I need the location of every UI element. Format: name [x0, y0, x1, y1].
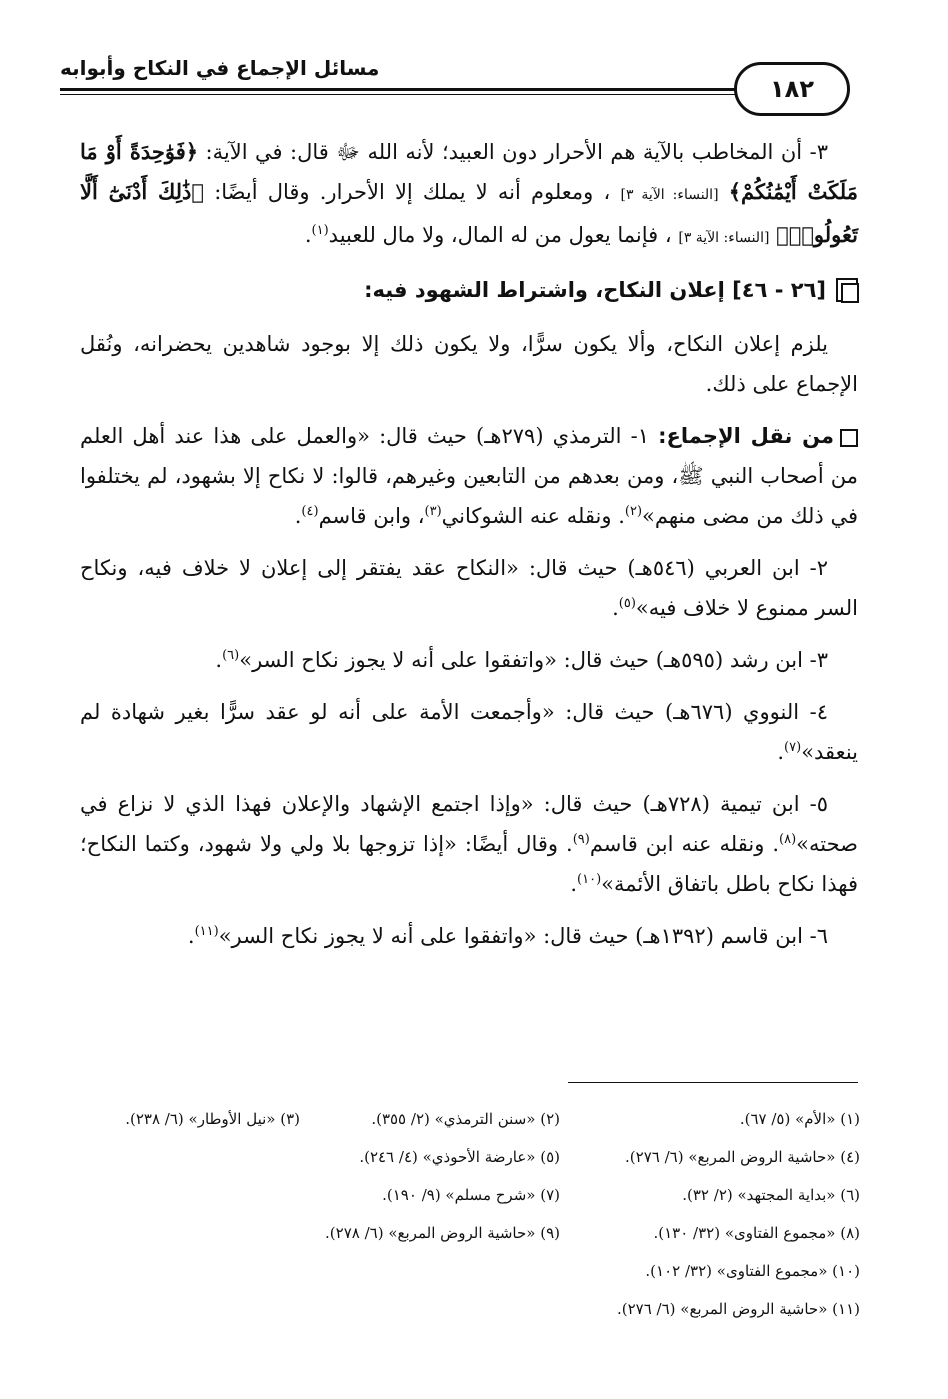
footnote-row — [92, 1100, 860, 1138]
copy-icon — [836, 278, 858, 302]
page-number: ١٨٢ — [770, 75, 814, 103]
paragraph-8 — [80, 916, 858, 956]
text: ٥- ابن تيمية (٧٢٨هـ) حيث قال: «وإذا اجتمع الإشهاد والإعلان فهذا الذي لا نزاع في صحته» — [80, 792, 858, 856]
quran-verse: ﴿ذَٰلِكَ أَدْنَىٰٓ أَلَّا تَعُولُوا۟﴾ — [80, 179, 858, 247]
footnote-7: (٧) «شرح مسلم» (٩/ ١٩٠). — [382, 1186, 560, 1204]
page-number-badge — [734, 62, 850, 116]
page-header — [60, 52, 850, 112]
text: ٦- ابن قاسم (١٣٩٢هـ) حيث قال: «واتفقوا على أنه لا يجوز نكاح السر» — [218, 924, 828, 948]
footnote-ref[interactable]: (٨) — [779, 832, 797, 847]
section-heading — [80, 270, 858, 310]
text: ، وابن قاسم — [318, 504, 425, 528]
footnote-6: (٦) «بداية المجتهد» (٢/ ٣٢). — [682, 1186, 860, 1204]
footnote-9: (٩) «حاشية الروض المربع» (٦/ ٢٧٨). — [325, 1224, 560, 1242]
footnote-ref[interactable]: (٣) — [424, 504, 442, 519]
main-text — [80, 132, 858, 968]
punctuation: . — [612, 596, 619, 620]
footnote-ref[interactable]: (٢) — [624, 504, 643, 519]
text: ، فإنما يعول من له المال، ولا مال للعبيد — [328, 223, 672, 247]
footnotes — [92, 1100, 860, 1328]
verse-reference: [النساء: الآية ٣] — [678, 230, 770, 246]
text: . ونقله عنه ابن قاسم — [589, 832, 780, 856]
footnote-ref[interactable]: (٤) — [301, 504, 319, 519]
paragraph-4 — [80, 548, 858, 628]
footnote-row — [92, 1138, 860, 1176]
running-title: مسائل الإجماع في النكاح وأبوابه — [60, 56, 380, 80]
text: . وقال أيضًا: «إذا تزوجها بلا ولي ولا شهود، وكتما النكاح؛ فهذا نكاح باطل باتفاق الأئمة» — [80, 832, 858, 896]
footnote-row — [92, 1290, 860, 1328]
punctuation: . — [777, 740, 785, 764]
lead-in: من نقل الإجماع: — [658, 424, 835, 448]
section-heading-text: [٢٦ - ٤٦] إعلان النكاح، واشتراط الشهود فيه: — [364, 278, 826, 302]
footnote-separator — [568, 1082, 858, 1083]
paragraph-5 — [80, 640, 858, 680]
punctuation: . — [304, 223, 312, 247]
paragraph-7 — [80, 784, 858, 904]
paragraph-3 — [80, 416, 858, 536]
footnote-10: (١٠) «مجموع الفتاوى» (٣٢/ ١٠٢). — [645, 1262, 860, 1280]
footnote-4: (٤) «حاشية الروض المربع» (٦/ ٢٧٦). — [625, 1148, 860, 1166]
text: ١- الترمذي (٢٧٩هـ) حيث قال: «والعمل على هذا عند أهل العلم من أصحاب النبي ﷺ، ومن بعدهم من التابعين وغيرهم، قالوا: لا نكاح إلا بشهود، لم يختلفوا في ذلك من مضى منهم» — [80, 424, 858, 528]
paragraph-1 — [80, 132, 858, 258]
footnote-5: (٥) «عارضة الأحوذي» (٤/ ٢٤٦). — [359, 1148, 560, 1166]
text: ، ومعلوم أنه لا يملك إلا الأحرار. وقال أيضًا: — [214, 180, 611, 204]
footnote-1: (١) «الأم» (٥/ ٦٧). — [739, 1110, 860, 1128]
footnote-row — [92, 1176, 860, 1214]
text: ٣- ابن رشد (٥٩٥هـ) حيث قال: «واتفقوا على أنه لا يجوز نكاح السر» — [239, 648, 828, 672]
paragraph-6 — [80, 692, 858, 772]
punctuation: . — [215, 648, 223, 672]
text: ٤- النووي (٦٧٦هـ) حيث قال: «وأجمعت الأمة على أنه لو عقد سرًّا بغير شهادة لم ينعقد» — [80, 700, 858, 764]
punctuation: . — [294, 504, 302, 528]
footnote-ref[interactable]: (٧) — [784, 740, 802, 755]
footnote-ref[interactable]: (١٠) — [577, 872, 602, 887]
footnote-ref[interactable]: (٩) — [572, 832, 590, 847]
header-rule — [60, 88, 760, 91]
punctuation: . — [570, 872, 578, 896]
quran-verse: ﴿فَوَٰحِدَةً أَوْ مَا مَلَكَتْ أَيْمَٰنُكُمْ﴾ — [80, 139, 858, 204]
footnote-2: (٢) «سنن الترمذي» (٢/ ٣٥٥). — [371, 1110, 560, 1128]
header-rule-thin — [60, 94, 760, 95]
footnote-ref[interactable]: (١) — [311, 223, 329, 238]
footnote-row — [92, 1214, 860, 1252]
footnote-11: (١١) «حاشية الروض المربع» (٦/ ٢٧٦). — [616, 1300, 860, 1318]
text: ٢- ابن العربي (٥٤٦هـ) حيث قال: «النكاح عقد يفتقر إلى إعلان لا خلاف فيه، ونكاح السر ممنوع لا خلاف فيه» — [80, 556, 858, 620]
footnote-ref[interactable]: (١١) — [194, 924, 219, 939]
footnote-ref[interactable]: (٦) — [222, 648, 240, 663]
footnote-row — [92, 1252, 860, 1290]
punctuation: . — [187, 924, 195, 948]
paragraph-2: يلزم إعلان النكاح، وألا يكون سرًّا، ولا يكون ذلك إلا بوجود شاهدين يحضرانه، ونُقل الإجماع على ذلك. — [80, 332, 858, 396]
checkbox-square-icon — [840, 429, 858, 447]
text: ٣- أن المخاطب بالآية هم الأحرار دون العبيد؛ لأنه الله ﷻ قال: في الآية: — [205, 140, 828, 164]
verse-reference: [النساء: الآية ٣] — [620, 187, 719, 203]
footnote-ref[interactable]: (٥) — [618, 596, 636, 611]
footnote-3: (٣) «نيل الأوطار» (٦/ ٢٣٨). — [125, 1110, 300, 1128]
text: . ونقله عنه الشوكاني — [441, 504, 625, 528]
footnote-8: (٨) «مجموع الفتاوى» (٣٢/ ١٣٠). — [653, 1224, 860, 1242]
